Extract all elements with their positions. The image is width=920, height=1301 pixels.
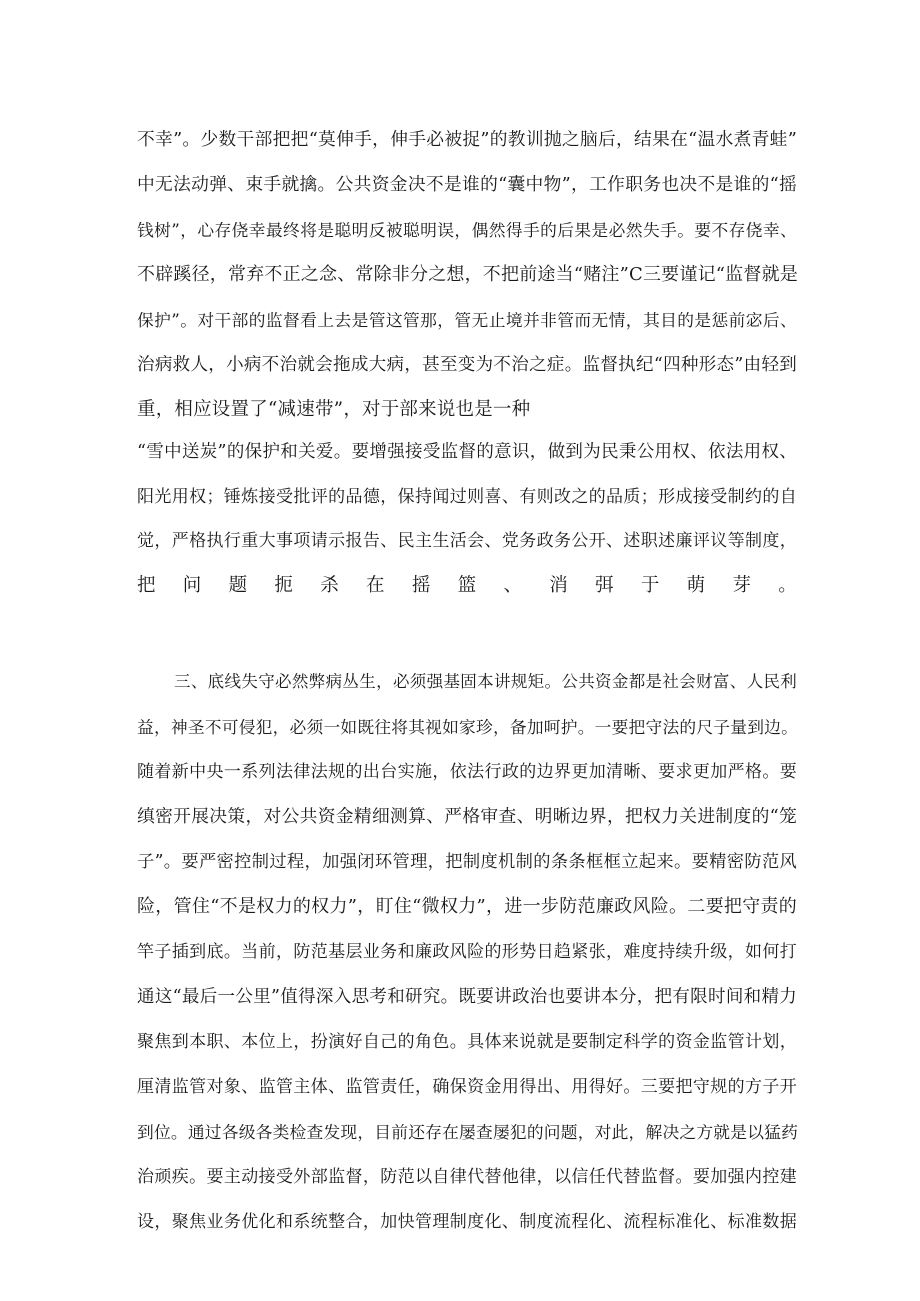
text-line: 保护”。对干部的监督看上去是管这管那，管无止境并非管而无情，其目的是惩前宓后、: [137, 310, 797, 330]
text-line: 到位。通过各级各类检查发现，目前还存在屡查屡犯的问题，对此，解决之方就是以猛药: [137, 1122, 799, 1142]
text-line: 缜密开展决策，对公共资金精细测算、严格审查、明晰边界，把权力关进制度的“笼: [137, 807, 797, 827]
text-line: 益，神圣不可侵犯，必须一如既往将其视如家珍，备加呵护。一要把守法的尺子量到边。: [137, 717, 799, 737]
text-line: 设，聚焦业务优化和系统整合，加快管理制度化、制度流程化、流程标准化、标准数据: [137, 1212, 797, 1232]
text-line: 重，相应设置了“减速带”，对于部来说也是一种: [137, 399, 531, 420]
text-line: 不辟蹊径，常弃不正之念、常除非分之想，不把前途当“赌注”C三要谨记“监督就是: [137, 264, 798, 285]
text-line: 险，管住“不是权力的权力”，盯住“微权力”，进一步防范廉政风险。二要把守责的: [137, 896, 797, 917]
text-line: 子”。要严密控制过程，加强闭环管理，把制度机制的条条框框立起来。要精密防范风: [137, 852, 797, 872]
text-line: 把问题扼杀在摇篮、消弭于萌芽。: [137, 575, 797, 596]
text-line: 竿子插到底。当前，防范基层业务和廉政风险的形势日趋紧张，难度持续升级，如何打: [137, 942, 797, 962]
text-line: 中无法动弹、束手就擒。公共资金决不是谁的“囊中物”，工作职务也决不是谁的“摇: [137, 175, 797, 195]
text-line: 三、底线失守必然弊病丛生，必须强基固本讲规矩。公共资金都是社会财富、人民利: [174, 672, 797, 691]
text-line: 钱树”，心存侥幸最终将是聪明反被聪明误，偶然得手的后果是必然失手。要不存侥幸、: [137, 220, 797, 240]
text-line: 觉，严格执行重大事项请示报告、民主生活会、党务政务公开、述职述廉评议等制度，: [137, 531, 797, 551]
text-line: 治顽疾。要主动接受外部监督，防范以自律代替他律，以信任代替监督。要加强内控建: [137, 1167, 797, 1187]
text-line: 不幸”。少数干部把把“莫伸手，伸手必被捉”的教训抛之脑后，结果在“温水煮青蛙”: [137, 130, 797, 150]
text-line: “雪中送炭”的保护和关爱。要增强接受监督的意识，做到为民秉公用权、依法用权、: [137, 442, 797, 462]
text-line: 治病救人，小病不治就会拖成大病，甚至变为不治之症。监督执纪“四种形态”由轻到: [137, 355, 797, 375]
text-line: 随着新中央一系列法律法规的出台实施，依法行政的边界更加清晰、要求更加严格。要: [137, 762, 797, 782]
text-line: 通这“最后一公里”值得深入思考和研究。既要讲政治也要讲本分，把有限时间和精力: [137, 987, 797, 1007]
text-line: 阳光用权；锤炼接受批评的品德，保持闻过则喜、有则改之的品质；形成接受制约的自: [137, 487, 797, 507]
text-line: 厘清监管对象、监管主体、监管责任，确保资金用得出、用得好。三要把守规的方子开: [137, 1077, 797, 1097]
text-line: 聚焦到本职、本位上，扮演好自己的角色。具体来说就是要制定科学的资金监管计划，: [137, 1032, 797, 1052]
